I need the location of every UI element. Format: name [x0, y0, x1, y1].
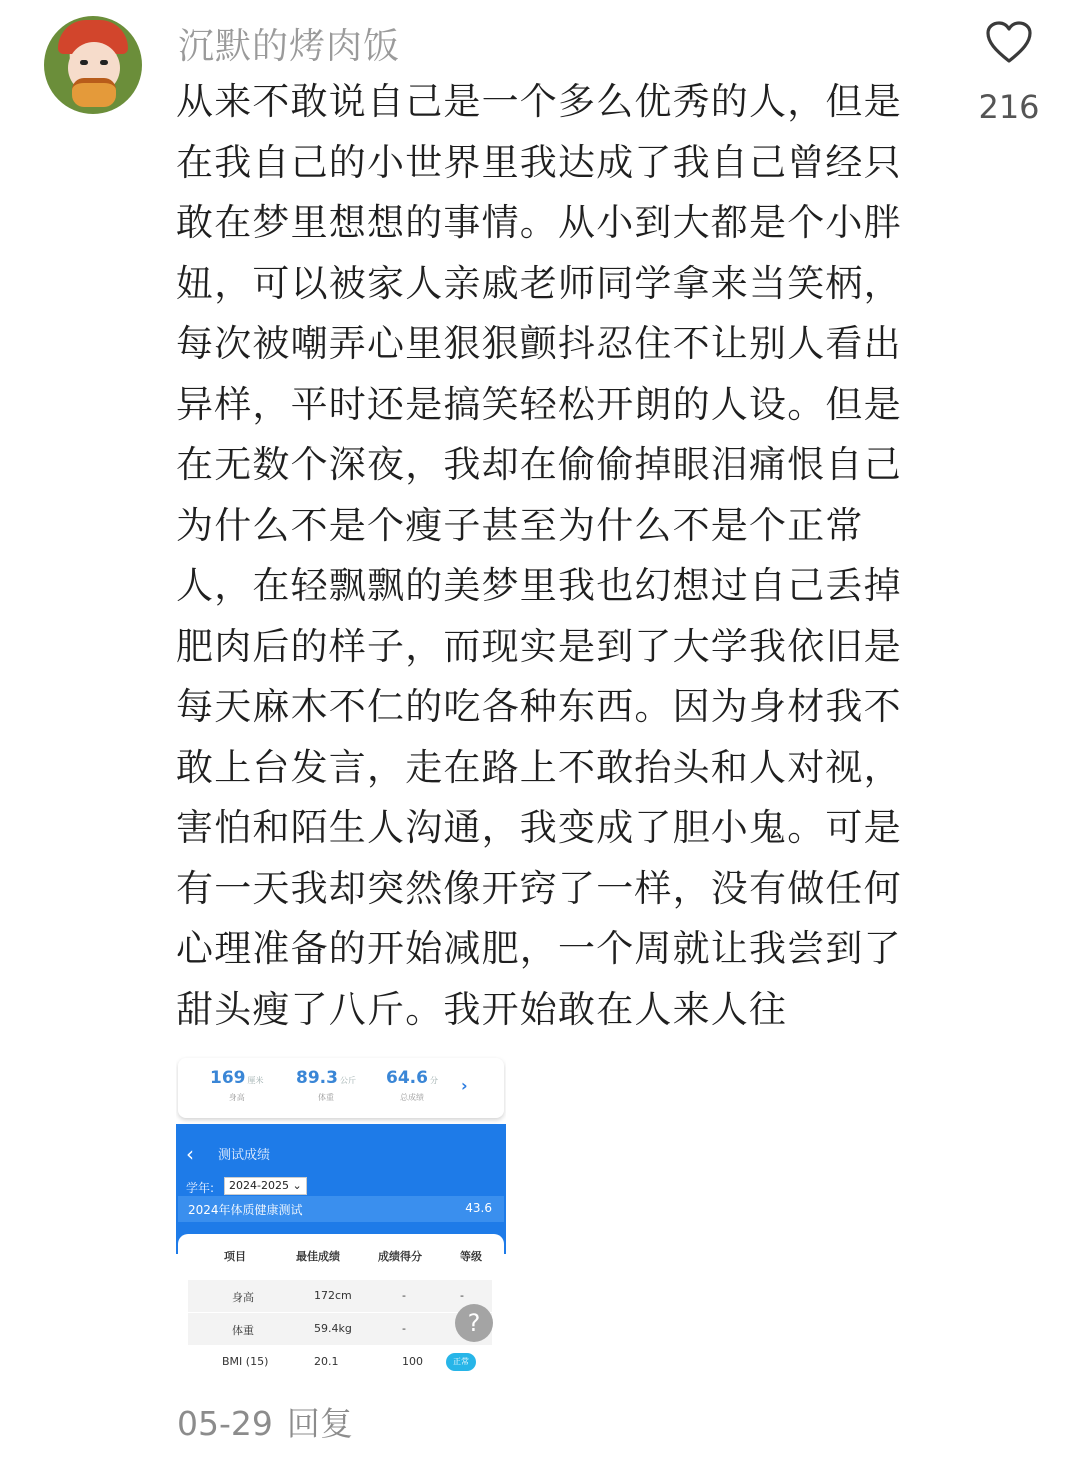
- col-header: 成绩得分: [378, 1250, 422, 1263]
- cell-score: -: [402, 1322, 406, 1335]
- stat-unit: 厘米: [247, 1076, 264, 1085]
- stat-unit: 分: [429, 1076, 438, 1085]
- heart-icon[interactable]: [985, 20, 1033, 64]
- header-title: 测试成绩: [218, 1148, 271, 1163]
- comment-text: 从来不敢说自己是一个多么优秀的人，但是在我自己的小世界里我达成了我自己曾经只敢在梦里想想的事情。从小到大都是个小胖妞，可以被家人亲戚老师同学拿来当笑柄，每次被嘲弄心里狠狠颤抖忍住不让别人看出异样，平时还是搞笑轻松开朗的人设。但是在无数个深夜，我却在偷偷掉眼泪痛恨自己为什么不是个瘦子甚至为什么不是个正常人，在轻飘飘的美梦里我也幻想过自己丢掉肥肉后的样子，而现实是到了大学我依旧是每天麻木不仁的吃各种东西。因为身材我不敢上台发言，走在路上不敢抬头和人对视，害怕和陌生人沟通，我变成了胆小鬼。可是有一天我却突然像开窍了一样，没有做任何心理准备的开始减肥，一个周就让我尝到了甜头瘦了八斤。我开始敢在人来人往: [176, 80, 902, 1031]
- test-name: 2024年体质健康测试: [188, 1203, 303, 1217]
- stat-label: 总成绩: [399, 1093, 424, 1102]
- year-value: 2024-2025: [229, 1179, 289, 1192]
- year-label: 学年:: [186, 1181, 215, 1195]
- cell-score: -: [402, 1289, 406, 1302]
- col-header: 最佳成绩: [296, 1250, 340, 1263]
- reply-button[interactable]: 回复: [286, 1404, 353, 1443]
- help-icon: ?: [455, 1304, 493, 1342]
- back-arrow-icon: ‹: [186, 1142, 194, 1166]
- test-row: [178, 1196, 504, 1222]
- cell-best: 20.1: [314, 1355, 339, 1368]
- col-header: 等级: [460, 1250, 482, 1263]
- chevron-down-icon: ⌄: [292, 1179, 302, 1192]
- year-select: [224, 1177, 307, 1195]
- stat-value: 64.6: [386, 1068, 428, 1088]
- comment-date: 05-29: [177, 1404, 273, 1443]
- stat-unit: 公斤: [339, 1076, 356, 1085]
- cell-item: 体重: [232, 1324, 254, 1337]
- cell-best: 59.4kg: [314, 1322, 352, 1335]
- like-button[interactable]: [978, 20, 1040, 126]
- comment-footer: [177, 1398, 353, 1445]
- stat-value: 169: [210, 1068, 246, 1088]
- results-table: [178, 1234, 504, 1382]
- stat-label: 体重: [317, 1093, 334, 1102]
- grade-badge: 正常: [446, 1353, 476, 1371]
- username[interactable]: 沉默的烤肉饭: [178, 26, 401, 67]
- cell-item: BMI (15): [222, 1355, 269, 1368]
- chevron-right-icon: ›: [461, 1076, 468, 1095]
- avatar[interactable]: [44, 16, 142, 114]
- col-header: 项目: [224, 1250, 246, 1263]
- cell-grade: -: [460, 1289, 464, 1302]
- stat-card: [178, 1058, 504, 1118]
- stat-height: [210, 1068, 264, 1103]
- table-row: [188, 1313, 492, 1346]
- avatar-burger: [72, 78, 116, 107]
- cell-score: 100: [402, 1355, 423, 1368]
- cell-best: 172cm: [314, 1289, 352, 1302]
- attached-screenshot[interactable]: [176, 1056, 506, 1382]
- cell-item: 身高: [232, 1291, 254, 1304]
- table-row: [188, 1280, 492, 1313]
- stat-label: 身高: [228, 1093, 245, 1102]
- like-count: 216: [978, 88, 1040, 126]
- table-row: [188, 1346, 492, 1379]
- avatar-eye: [80, 60, 88, 65]
- stat-total: [386, 1068, 438, 1103]
- stat-weight: [296, 1068, 356, 1103]
- stat-value: 89.3: [296, 1068, 338, 1088]
- test-score: 43.6: [465, 1201, 492, 1215]
- avatar-eye: [100, 60, 108, 65]
